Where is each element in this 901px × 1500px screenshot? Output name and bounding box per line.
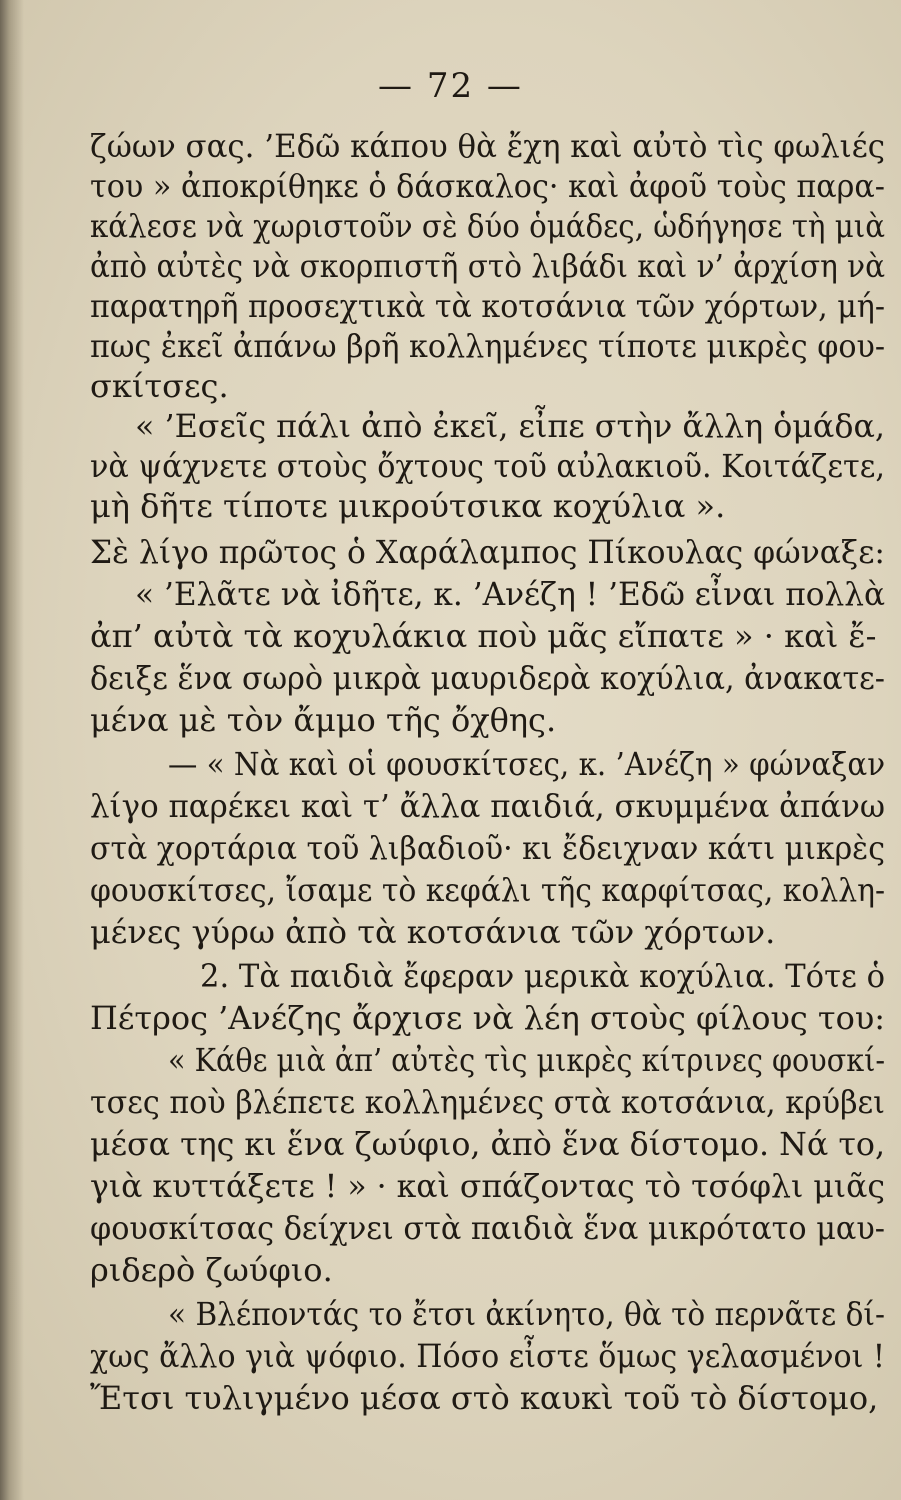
text-line: Σὲ λίγο πρῶτος ὁ Χαράλαμπος Πίκουλας φώναξε: bbox=[90, 533, 886, 571]
text-line: ἀπὸ αὐτὲς νὰ σκορπιστῆ στὸ λιβάδι καὶ ν’ ἀρχίση νὰ bbox=[90, 247, 886, 285]
text-line: χως ἄλλο γιὰ ψόφιο. Πόσο εἶστε ὅμως γελασμένοι ! bbox=[90, 1337, 885, 1375]
text-line: μὴ δῆτε τίποτε μικρούτσικα κοχύλια ». bbox=[90, 487, 726, 525]
text-line: 2. Τὰ παιδιὰ ἔφεραν μερικὰ κοχύλια. Τότε ὁ bbox=[200, 957, 886, 995]
text-line: πως ἐκεῖ ἀπάνω βρῆ κολλημένες τίποτε μικρὲς φου- bbox=[90, 327, 886, 365]
text-line: λίγο παρέκει καὶ τ’ ἄλλα παιδιά, σκυμμένα ἀπάνω bbox=[90, 787, 885, 825]
text-line: του » ἀποκρίθηκε ὁ δάσκαλος· καὶ ἀφοῦ τοὺς παρα- bbox=[90, 167, 886, 205]
text-line: νὰ ψάχνετε στοὺς ὄχτους τοῦ αὐλακιοῦ. Κοιτάζετε, bbox=[90, 447, 886, 485]
text-line: μέσα της κι ἕνα ζωύφιο, ἀπὸ ἕνα δίστομο. Νά το, bbox=[90, 1125, 886, 1163]
text-line: δειξε ἕνα σωρὸ μικρὰ μαυριδερὰ κοχύλια, ἀνακατε- bbox=[90, 659, 885, 697]
text-line: στὰ χορτάρια τοῦ λιβαδιοῦ· κι ἔδειχναν κάτι μικρὲς bbox=[90, 829, 886, 867]
text-line: γιὰ κυττάξετε ! » · καὶ σπάζοντας τὸ τσόφλι μιᾶς bbox=[90, 1167, 885, 1205]
text-line: κάλεσε νὰ χωριστοῦν σὲ δύο ὁμάδες, ὡδήγησε τὴ μιὰ bbox=[90, 207, 885, 245]
text-line: « Κάθε μιὰ ἀπ’ αὐτὲς τὶς μικρὲς κίτρινες φουσκί- bbox=[168, 1041, 886, 1079]
text-line: μένες γύρω ἀπὸ τὰ κοτσάνια τῶν χόρτων. bbox=[90, 913, 776, 951]
text-line: « ’Εσεῖς πάλι ἀπὸ ἐκεῖ, εἶπε στὴν ἄλλη ὁμάδα, bbox=[135, 407, 885, 445]
text-line: « ’Ελᾶτε νὰ ἰδῆτε, κ. ’Ανέζη ! ’Εδῶ εἶναι πολλὰ bbox=[135, 575, 886, 613]
page-number: — 72 — bbox=[378, 66, 523, 106]
text-line: φουσκίτσες, ἴσαμε τὸ κεφάλι τῆς καρφίτσας, κολλη- bbox=[90, 871, 886, 909]
text-line: — « Νὰ καὶ οἱ φουσκίτσες, κ. ’Ανέζη » φώναξαν bbox=[168, 745, 886, 783]
text-line: φουσκίτσας δείχνει στὰ παιδιὰ ἕνα μικρότατο μαυ- bbox=[90, 1209, 885, 1247]
text-line: « Βλέποντάς το ἔτσι ἀκίνητο, θὰ τὸ περνᾶτε δί- bbox=[168, 1295, 885, 1333]
text-line: τσες ποὺ βλέπετε κολλημένες στὰ κοτσάνια, κρύβει bbox=[90, 1083, 885, 1121]
text-line: Πέτρος ’Ανέζης ἄρχισε νὰ λέη στοὺς φίλους του: bbox=[90, 999, 886, 1037]
text-line: παρατηρῆ προσεχτικὰ τὰ κοτσάνια τῶν χόρτων, μή- bbox=[90, 287, 885, 325]
text-line: Ἔτσι τυλιγμένο μέσα στὸ καυκὶ τοῦ τὸ δίστομο, bbox=[90, 1379, 879, 1417]
text-line: μένα μὲ τὸν ἄμμο τῆς ὄχθης. bbox=[90, 701, 557, 739]
spine-shadow bbox=[0, 0, 24, 1500]
text-line: ριδερὸ ζωύφιο. bbox=[90, 1251, 333, 1289]
text-line: ἀπ’ αὐτὰ τὰ κοχυλάκια ποὺ μᾶς εἴπατε » · καὶ ἔ- bbox=[90, 617, 877, 655]
text-line: σκίτσες. bbox=[90, 367, 229, 405]
text-line: ζώων σας. ’Εδῶ κάπου θὰ ἔχη καὶ αὐτὸ τὶς φωλιές bbox=[90, 127, 886, 165]
